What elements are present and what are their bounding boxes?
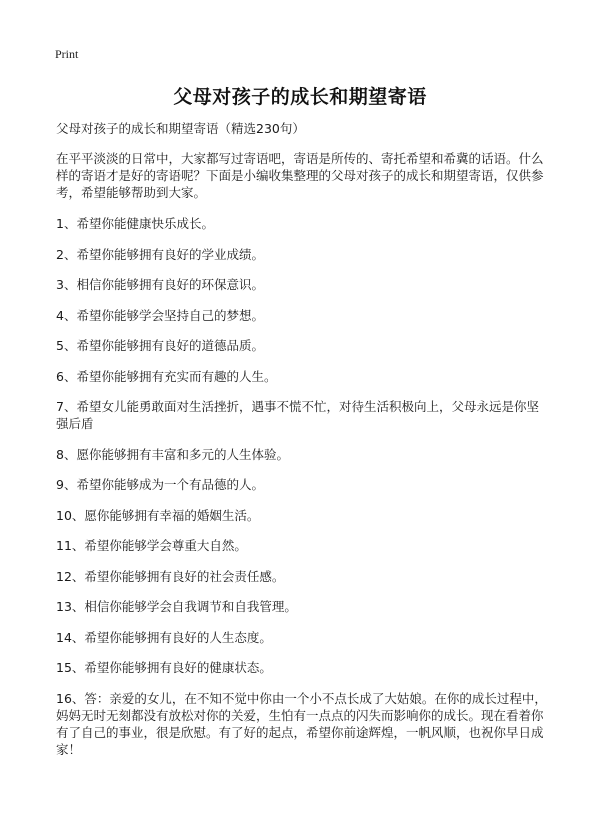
list-item: 4、希望你能够学会坚持自己的梦想。: [56, 307, 264, 323]
article-subtitle: 父母对孩子的成长和期望寄语（精选230句）: [56, 121, 305, 136]
list-item: 3、相信你能够拥有良好的环保意识。: [56, 277, 264, 292]
list-item: 10、愿你能够拥有幸福的婚姻生活。: [56, 507, 260, 523]
page-title: 父母对孩子的成长和期望寄语: [173, 86, 427, 108]
list-item: 12、希望你能够拥有良好的社会责任感。: [56, 568, 285, 584]
list-item: 7、希望女儿能勇敢面对生活挫折，遇事不慌不忙，对待生活积极向上，父母永远是你坚强后盾: [56, 399, 539, 431]
list-item: 9、希望你能够成为一个有品德的人。: [56, 477, 264, 492]
intro-paragraph: 在平平淡淡的日常中，大家都写过寄语吧，寄语是所传的、寄托希望和希冀的话语。什么样的寄语才是好的寄语呢？下面是小编收集整理的父母对孩子的成长和期望寄语，仅供参考，希望能够帮助到大家。: [56, 151, 544, 200]
list-item: 11、希望你能够学会尊重大自然。: [56, 538, 247, 553]
list-item: 6、希望你能够拥有充实而有趣的人生。: [56, 368, 277, 384]
print-link[interactable]: Print: [55, 47, 79, 61]
list-item: 13、相信你能够学会自我调节和自我管理。: [56, 599, 297, 614]
list-item: 16、答：亲爱的女儿，在不知不觉中你由一个小不点长成了大姑娘。在你的成长过程中，妈妈无时无刻都没有放松对你的关爱，生怕有一点点的闪失而影响你的成长。现在看着你有了自己的事业，很是欣慰。有了好的起点，希望你前途辉煌，一帆风顺，也祝你早日成家！: [56, 690, 547, 757]
list-item: 1、希望你能健康快乐成长。: [56, 216, 214, 231]
list-item: 15、希望你能够拥有良好的健康状态。: [56, 660, 272, 675]
list-item: 8、愿你能够拥有丰富和多元的人生体验。: [56, 446, 289, 462]
list-item: 14、希望你能够拥有良好的人生态度。: [56, 629, 272, 645]
article-body: [56, 120, 551, 771]
list-item: 2、希望你能够拥有良好的学业成绩。: [56, 246, 264, 262]
list-item: 5、希望你能够拥有良好的道德品质。: [56, 338, 264, 353]
